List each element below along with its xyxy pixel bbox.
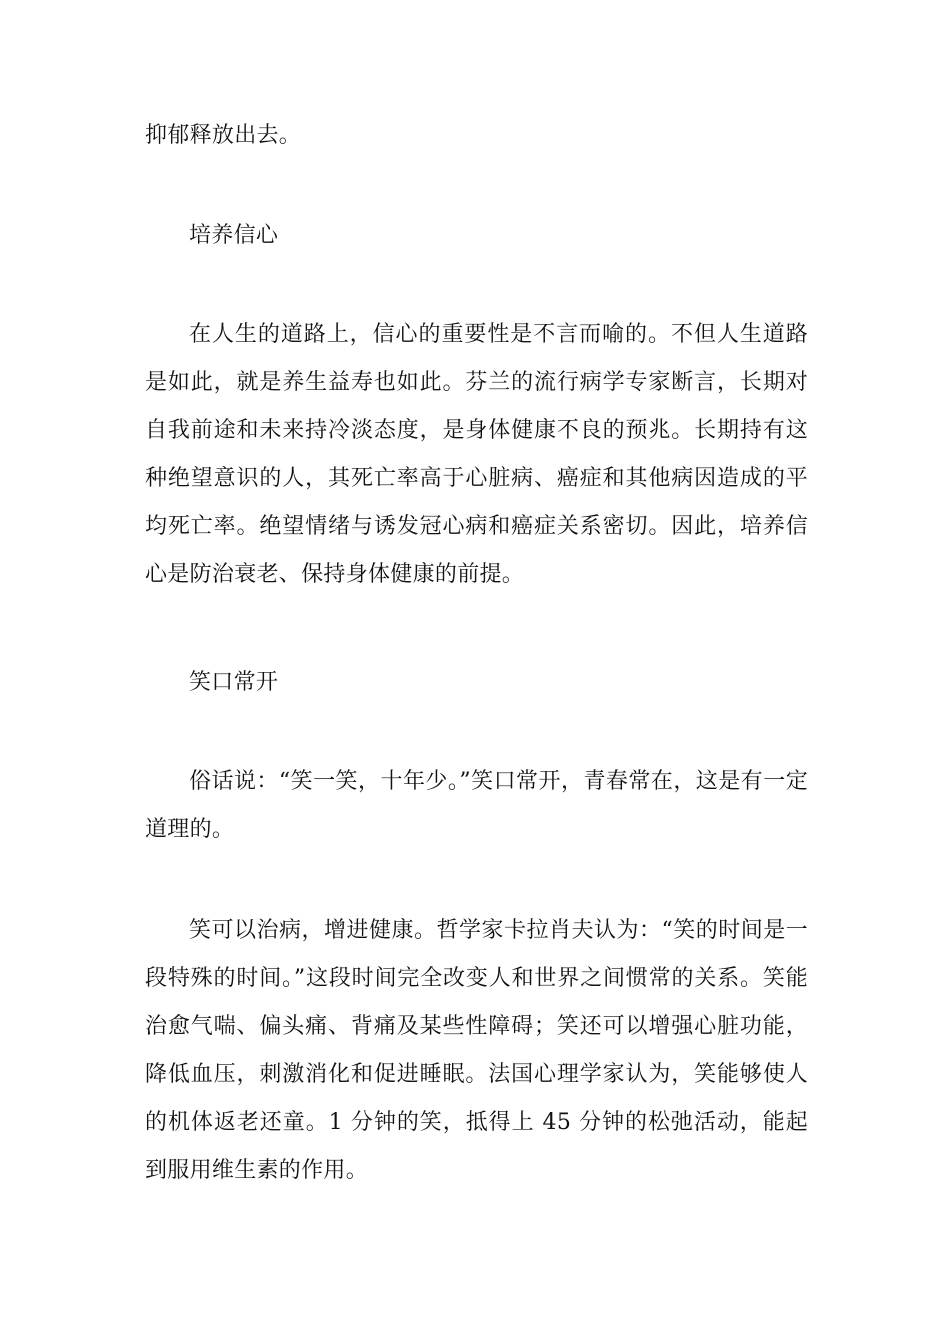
section-heading-confidence: 培养信心 [189,223,279,248]
laugh-paragraph-health: 笑可以治病，增进健康。哲学家卡拉肖夫认为：“笑的时间是一段特殊的时间。”这段时间完全改变人和世界之间惯常的关系。笑能治愈气喘、偏头痛、背痛及某些性障碍；笑还可以增强心脏功能，降低血压，刺激消化和促进睡眠。法国心理学家认为，笑能够使人的机体返老还童。1 分钟的笑，抵得上 45 分钟的松弛活动，能起到服用维生素的作用。 [145,918,808,1183]
continued-paragraph: 抑郁释放出去。 [145,123,302,148]
section-heading-laugh: 笑口常开 [189,670,279,695]
confidence-paragraph: 在人生的道路上，信心的重要性是不言而喻的。不但人生道路是如此，就是养生益寿也如此。芬兰的流行病学专家断言，长期对自我前途和未来持冷淡态度，是身体健康不良的预兆。长期持有这种绝望意识的人，其死亡率高于心脏病、癌症和其他病因造成的平均死亡率。绝望情绪与诱发冠心病和癌症关系密切。因此，培养信心是防治衰老、保持身体健康的前提。 [145,322,808,587]
laugh-paragraph-proverb: 俗话说：“笑一笑，十年少。”笑口常开，青春常在，这是有一定道理的。 [145,769,808,842]
